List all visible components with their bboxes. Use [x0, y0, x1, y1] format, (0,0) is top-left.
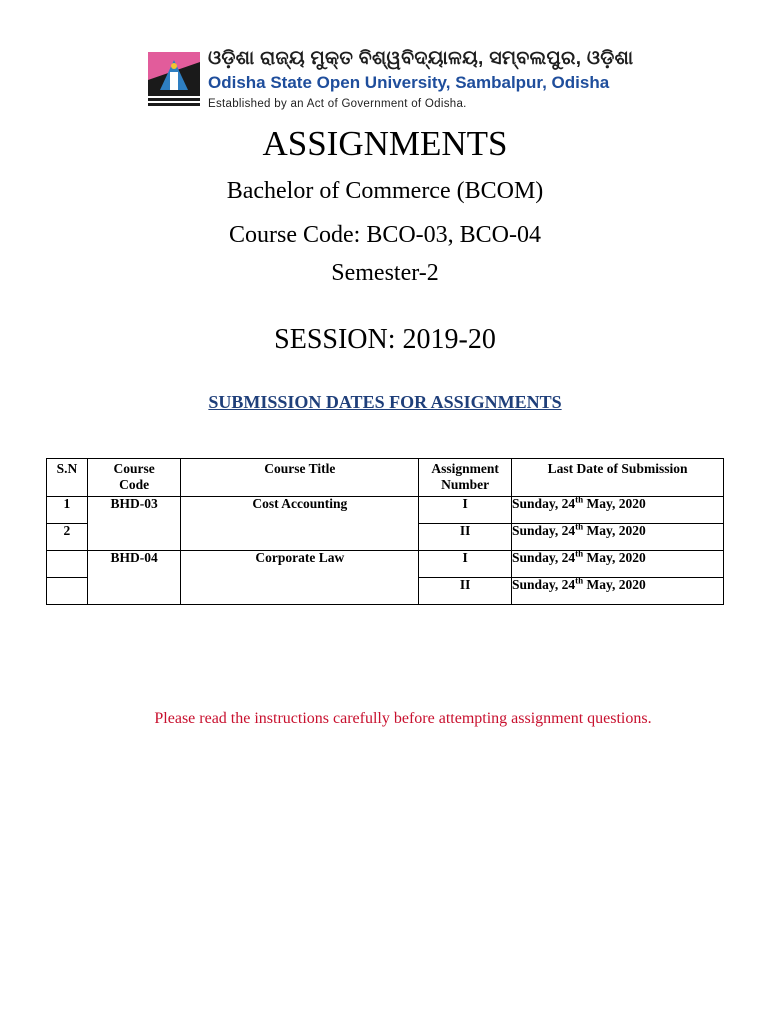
- header-course-title: Course Title: [181, 459, 419, 497]
- cell-sn: 1: [47, 497, 88, 524]
- programme-name: Bachelor of Commerce (BCOM): [226, 178, 544, 204]
- date-ordinal: th: [575, 575, 584, 586]
- date-text-rest: May, 2020: [583, 550, 646, 565]
- cell-assignment-number: II: [419, 578, 512, 605]
- date-ordinal: th: [575, 494, 584, 505]
- table-header-row: [47, 459, 724, 497]
- date-text: Sunday, 24: [512, 496, 576, 511]
- page-title: ASSIGNMENTS: [262, 124, 508, 163]
- table-row: [47, 497, 724, 524]
- header-course-code-line1: Course: [113, 461, 155, 476]
- date-text-rest: May, 2020: [583, 577, 646, 592]
- instructions-note: Please read the instructions carefully before attempting assignment questions.: [154, 710, 652, 727]
- semester-line: Semester-2: [331, 260, 439, 286]
- header-course-code-line2: Code: [119, 477, 150, 492]
- header-last-date: Last Date of Submission: [512, 459, 724, 497]
- submission-dates-heading: SUBMISSION DATES FOR ASSIGNMENTS: [208, 392, 562, 412]
- header-assignment-line1: Assignment: [431, 461, 499, 476]
- cell-course-title: Corporate Law: [181, 551, 419, 605]
- cell-last-date: [512, 494, 724, 524]
- cell-last-date: [512, 548, 724, 578]
- header: [208, 48, 633, 111]
- header-sn: S.N: [47, 459, 88, 497]
- table-row: [47, 551, 724, 578]
- header-course-code: [87, 459, 181, 497]
- course-code-line: Course Code: BCO-03, BCO-04: [229, 222, 541, 248]
- cell-assignment-number: I: [419, 551, 512, 578]
- cell-course-title: Cost Accounting: [181, 497, 419, 551]
- established-line: Established by an Act of Government of Odisha.: [208, 98, 467, 110]
- header-assignment-line2: Number: [441, 477, 490, 492]
- date-ordinal: th: [575, 521, 584, 532]
- submission-table: [46, 458, 724, 605]
- university-name-odia: ଓଡ଼ିଶା ରାଜ୍ୟ ମୁକ୍ତ ବିଶ୍ୱବିଦ୍ୟାଳୟ, ସମ୍ବଲପୁର, ଓଡ଼ିଶା: [208, 48, 634, 69]
- university-logo: [146, 50, 202, 108]
- cell-course-code: BHD-04: [87, 551, 181, 605]
- date-text-rest: May, 2020: [583, 523, 646, 538]
- date-text-rest: May, 2020: [583, 496, 646, 511]
- cell-course-code: BHD-03: [87, 497, 181, 551]
- session-line: SESSION: 2019-20: [274, 324, 496, 355]
- date-text: Sunday, 24: [512, 577, 576, 592]
- cell-last-date: [512, 575, 724, 605]
- cell-sn: [47, 578, 88, 605]
- cell-last-date: [512, 521, 724, 551]
- university-name-english: Odisha State Open University, Sambalpur, Odisha: [208, 73, 610, 92]
- date-ordinal: th: [575, 548, 584, 559]
- cell-assignment-number: II: [419, 524, 512, 551]
- date-text: Sunday, 24: [512, 523, 576, 538]
- cell-assignment-number: I: [419, 497, 512, 524]
- cell-sn: [47, 551, 88, 578]
- date-text: Sunday, 24: [512, 550, 576, 565]
- header-assignment-number: [419, 459, 512, 497]
- cell-sn: 2: [47, 524, 88, 551]
